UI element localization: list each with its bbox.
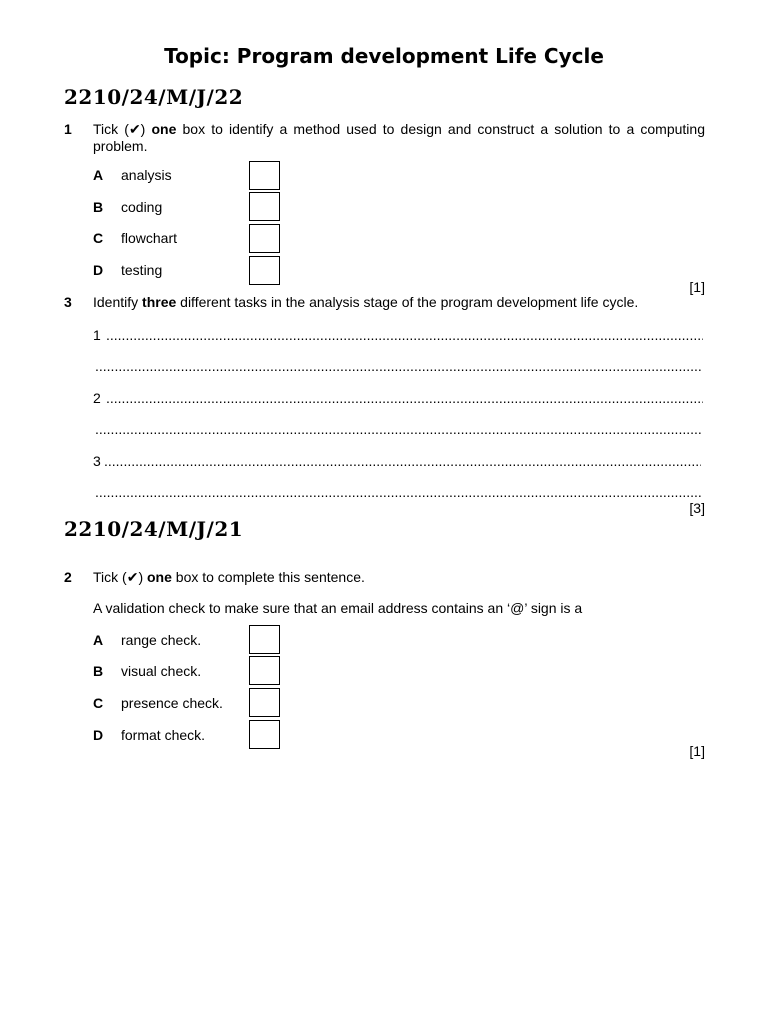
- answer-line-1[interactable]: [106, 328, 703, 342]
- option-letter: B: [93, 199, 104, 215]
- question-number: 1: [64, 121, 72, 137]
- option-label: presence check.: [121, 695, 223, 711]
- tick-icon: ✔: [126, 569, 139, 585]
- answer-line-1-continued[interactable]: [95, 359, 703, 373]
- option-label: format check.: [121, 727, 206, 743]
- option-label: coding: [121, 199, 163, 215]
- tick-icon: ✔: [128, 121, 141, 137]
- paper-code: 2210/24/M/J/22: [64, 85, 244, 109]
- question-text: Identify three different tasks in the analysis stage of the program development life cycle.: [93, 294, 639, 310]
- option-letter: C: [93, 230, 104, 246]
- option-letter: B: [93, 663, 104, 679]
- question-number: 3: [64, 294, 72, 310]
- answer-line-2[interactable]: [106, 391, 703, 405]
- answer-line-3-continued[interactable]: [95, 485, 703, 499]
- tick-box-c[interactable]: [249, 688, 280, 717]
- option-letter: D: [93, 727, 104, 743]
- option-label: flowchart: [121, 230, 178, 246]
- option-letter: A: [93, 167, 104, 183]
- paper-code: 2210/24/M/J/21: [64, 517, 244, 541]
- answer-number: 1: [93, 327, 101, 343]
- marks-label: [1]: [689, 279, 705, 295]
- question-text: Tick (✔) one box to complete this sentence.: [93, 569, 365, 585]
- tick-box-b[interactable]: [249, 192, 280, 221]
- tick-box-a[interactable]: [249, 625, 280, 654]
- tick-box-d[interactable]: [249, 256, 280, 285]
- option-letter: A: [93, 632, 104, 648]
- marks-label: [1]: [689, 743, 705, 759]
- option-letter: D: [93, 262, 104, 278]
- answer-line-2-continued[interactable]: [95, 422, 703, 436]
- option-letter: C: [93, 695, 104, 711]
- page-title: Topic: Program development Life Cycle: [164, 44, 604, 68]
- answer-number: 2: [93, 390, 101, 406]
- tick-box-a[interactable]: [249, 161, 280, 190]
- tick-box-b[interactable]: [249, 656, 280, 685]
- answer-line-3[interactable]: [104, 454, 701, 468]
- tick-box-c[interactable]: [249, 224, 280, 253]
- question-stem: A validation check to make sure that an email address contains an ‘@’ sign is a: [93, 600, 583, 616]
- question-text: Tick (✔) one box to identify a method used to design and construct a solution to a computing problem.: [93, 121, 705, 154]
- option-label: range check.: [121, 632, 202, 648]
- option-label: visual check.: [121, 663, 202, 679]
- question-number: 2: [64, 569, 72, 585]
- answer-number: 3: [93, 453, 101, 469]
- option-label: analysis: [121, 167, 172, 183]
- option-label: testing: [121, 262, 163, 278]
- tick-box-d[interactable]: [249, 720, 280, 749]
- marks-label: [3]: [689, 500, 705, 516]
